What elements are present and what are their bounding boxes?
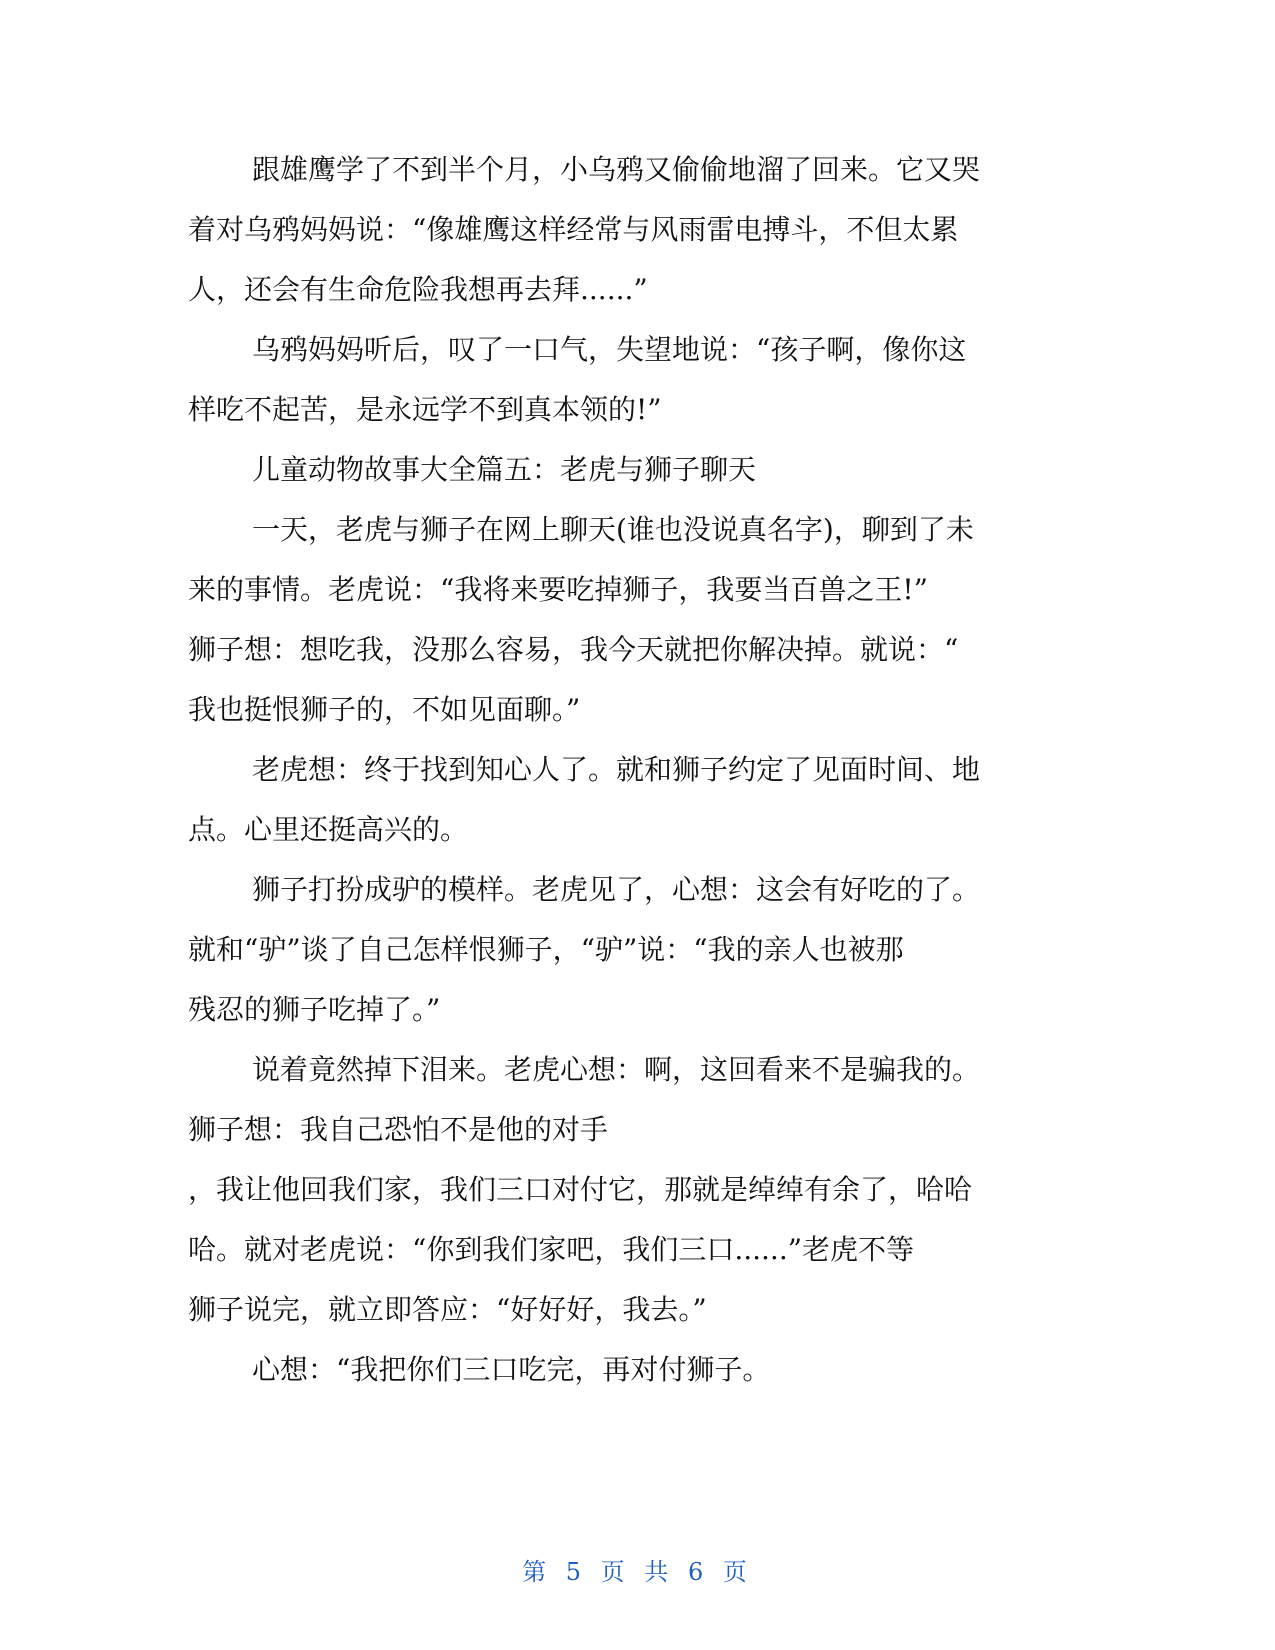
- text-line: 乌鸦妈妈听后，叹了一口气，失望地说：“孩子啊，像你这: [252, 333, 967, 366]
- text-line: 狮子打扮成驴的模样。老虎见了，心想：这会有好吃的了。: [252, 873, 981, 906]
- text-line: 说着竟然掉下泪来。老虎心想：啊，这回看来不是骗我的。: [252, 1053, 981, 1086]
- text-line: 来的事情。老虎说：“我将来要吃掉狮子，我要当百兽之王!”: [188, 573, 928, 606]
- text-line: 狮子想：我自己恐怕不是他的对手: [188, 1113, 609, 1146]
- text-line: 样吃不起苦，是永远学不到真本领的!”: [188, 393, 662, 426]
- text-line: 人，还会有生命危险我想再去拜......”: [188, 273, 648, 306]
- text-line: 老虎想：终于找到知心人了。就和狮子约定了见面时间、地: [252, 753, 981, 786]
- text-line: ，我让他回我们家，我们三口对付它，那就是绰绰有余了，哈哈: [188, 1173, 973, 1206]
- text-line: 狮子说完，就立即答应：“好好好，我去。”: [188, 1293, 707, 1326]
- text-line: 我也挺恨狮子的，不如见面聊。”: [188, 693, 581, 726]
- page-number-footer: 第 5 页 共 6 页: [522, 1558, 753, 1586]
- section-heading: 儿童动物故事大全篇五：老虎与狮子聊天: [252, 453, 757, 486]
- text-line: 跟雄鹰学了不到半个月，小乌鸦又偷偷地溜了回来。它又哭: [252, 153, 981, 186]
- text-line: 哈。就对老虎说：“你到我们家吧，我们三口......”老虎不等: [188, 1233, 915, 1266]
- text-line: 一天，老虎与狮子在网上聊天(谁也没说真名字)，聊到了未: [252, 513, 974, 546]
- text-line: 狮子想：想吃我，没那么容易，我今天就把你解决掉。就说：“: [188, 633, 959, 666]
- text-line: 心想：“我把你们三口吃完，再对付狮子。: [252, 1353, 771, 1386]
- text-line: 残忍的狮子吃掉了。”: [188, 993, 441, 1026]
- document-body: [188, 140, 1068, 1400]
- text-line: 点。心里还挺高兴的。: [188, 813, 469, 846]
- text-line: 着对乌鸦妈妈说：“像雄鹰这样经常与风雨雷电搏斗，不但太累: [188, 213, 959, 246]
- text-line: 就和“驴”谈了自己怎样恨狮子，“驴”说：“我的亲人也被那: [188, 933, 904, 966]
